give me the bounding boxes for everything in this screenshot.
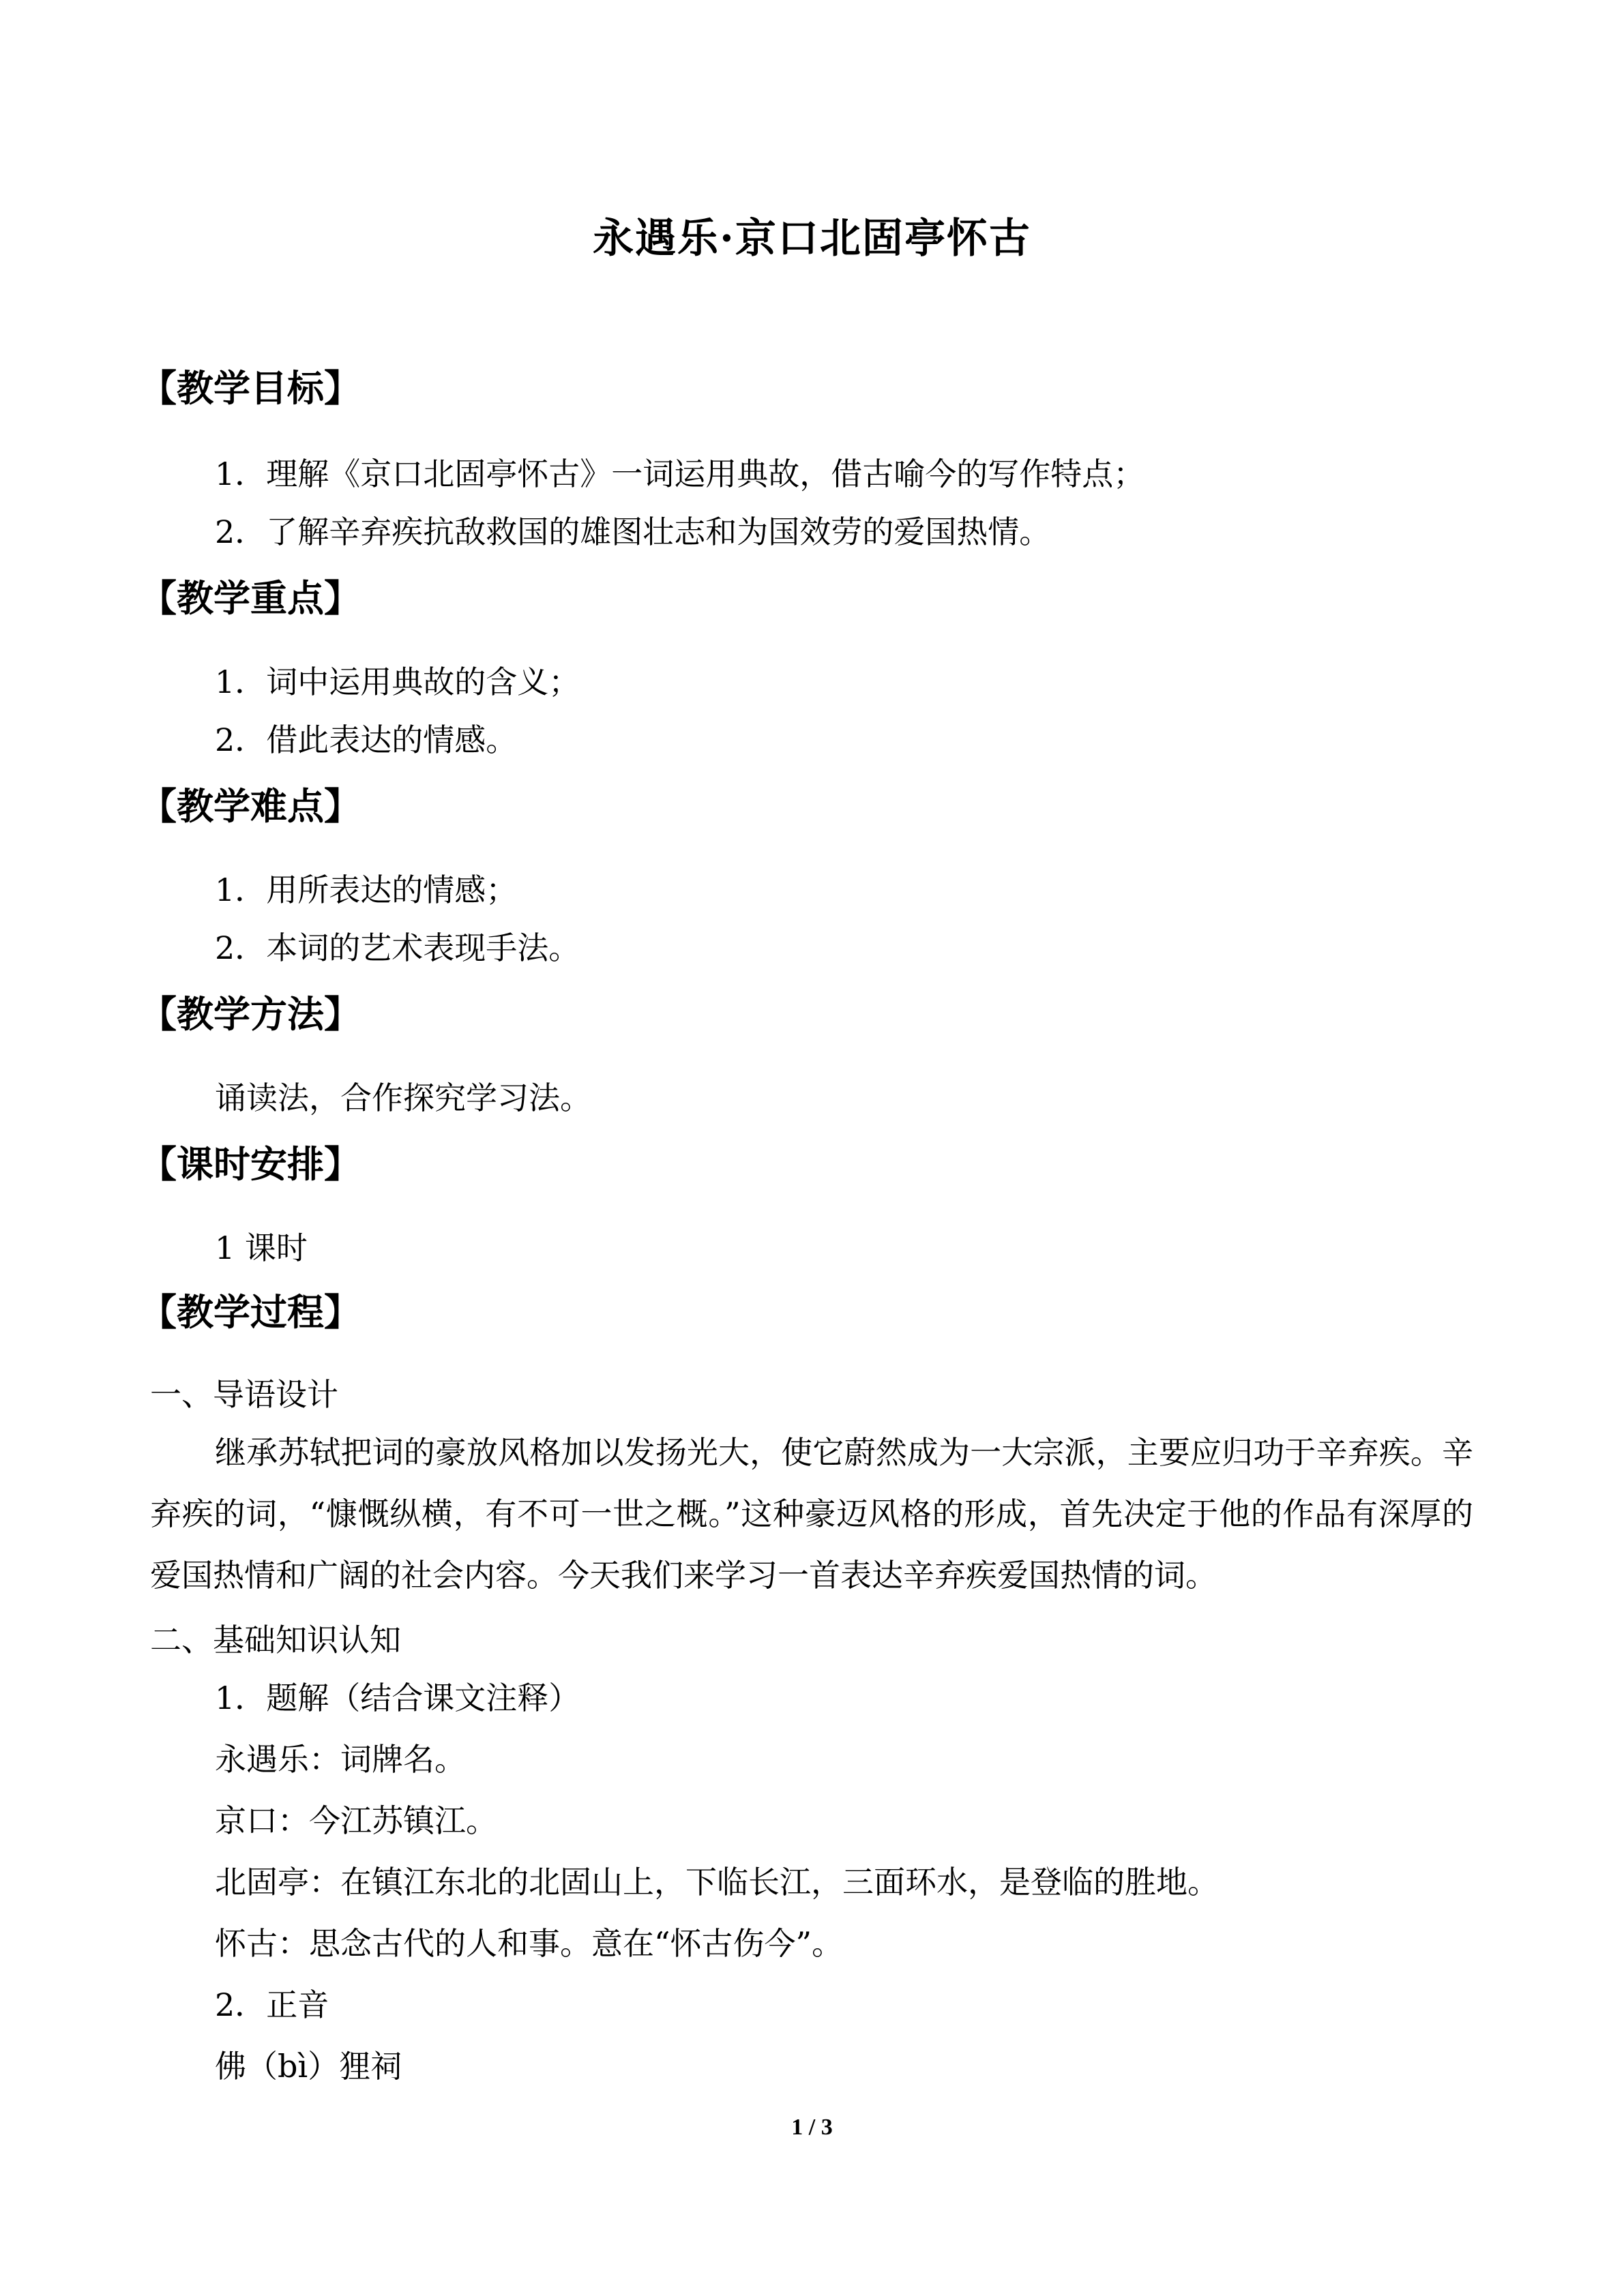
- process-line-4: 北固亭：在镇江东北的北固山上，下临长江，三面环水，是登临的胜地。: [215, 1864, 1219, 1900]
- methods-text: 诵读法，合作探究学习法。: [215, 1079, 591, 1116]
- difficulty-item-2: 2．本词的艺术表现手法。: [215, 929, 580, 966]
- heading-difficulties: 【教学难点】: [140, 785, 361, 828]
- document-title: 永遇乐·京口北固亭怀古: [593, 215, 1031, 263]
- process-line-1: 1．题解（结合课文注释）: [215, 1680, 580, 1716]
- process-line-6: 2．正音: [215, 1986, 329, 2023]
- intro-paragraph: 继承苏轼把词的豪放风格加以发扬光大，使它蔚然成为一大宗派，主要应归功于辛弃疾。辛弃疾的词，“慷慨纵横，有不可一世之概。”这种豪迈风格的形成，首先决定于他的作品有深厚的爱国热情和广阔的社会内容。今天我们来学习一首表达辛弃疾爱国热情的词。: [150, 1434, 1473, 1594]
- key-point-item-2: 2．借此表达的情感。: [215, 721, 518, 758]
- difficulty-item-1: 1．用所表达的情感；: [215, 871, 518, 908]
- heading-key-points: 【教学重点】: [140, 577, 361, 620]
- process-line-3: 京口：今江苏镇江。: [215, 1802, 497, 1839]
- process-line-2: 永遇乐：词牌名。: [215, 1741, 466, 1778]
- process-line-5: 怀古：思念古代的人和事。意在“怀古伤今”。: [215, 1925, 844, 1962]
- key-point-item-1: 1．词中运用典故的含义；: [215, 664, 580, 700]
- process-part1-title: 一、导语设计: [150, 1376, 338, 1413]
- objective-item-1: 1．理解《京口北固亭怀古》一词运用典故，借古喻今的写作特点；: [215, 456, 1145, 492]
- heading-schedule: 【课时安排】: [140, 1143, 361, 1186]
- process-line-7: 佛（bì）狸祠: [215, 2048, 402, 2085]
- heading-process: 【教学过程】: [140, 1291, 361, 1334]
- page-number: 1 / 3: [791, 2115, 833, 2140]
- process-part2-title: 二、基础知识认知: [150, 1622, 401, 1658]
- heading-methods: 【教学方法】: [140, 993, 361, 1036]
- schedule-text: 1 课时: [215, 1229, 308, 1266]
- heading-objectives: 【教学目标】: [140, 367, 361, 410]
- objective-item-2: 2．了解辛弃疾抗敌救国的雄图壮志和为国效劳的爱国热情。: [215, 513, 1051, 550]
